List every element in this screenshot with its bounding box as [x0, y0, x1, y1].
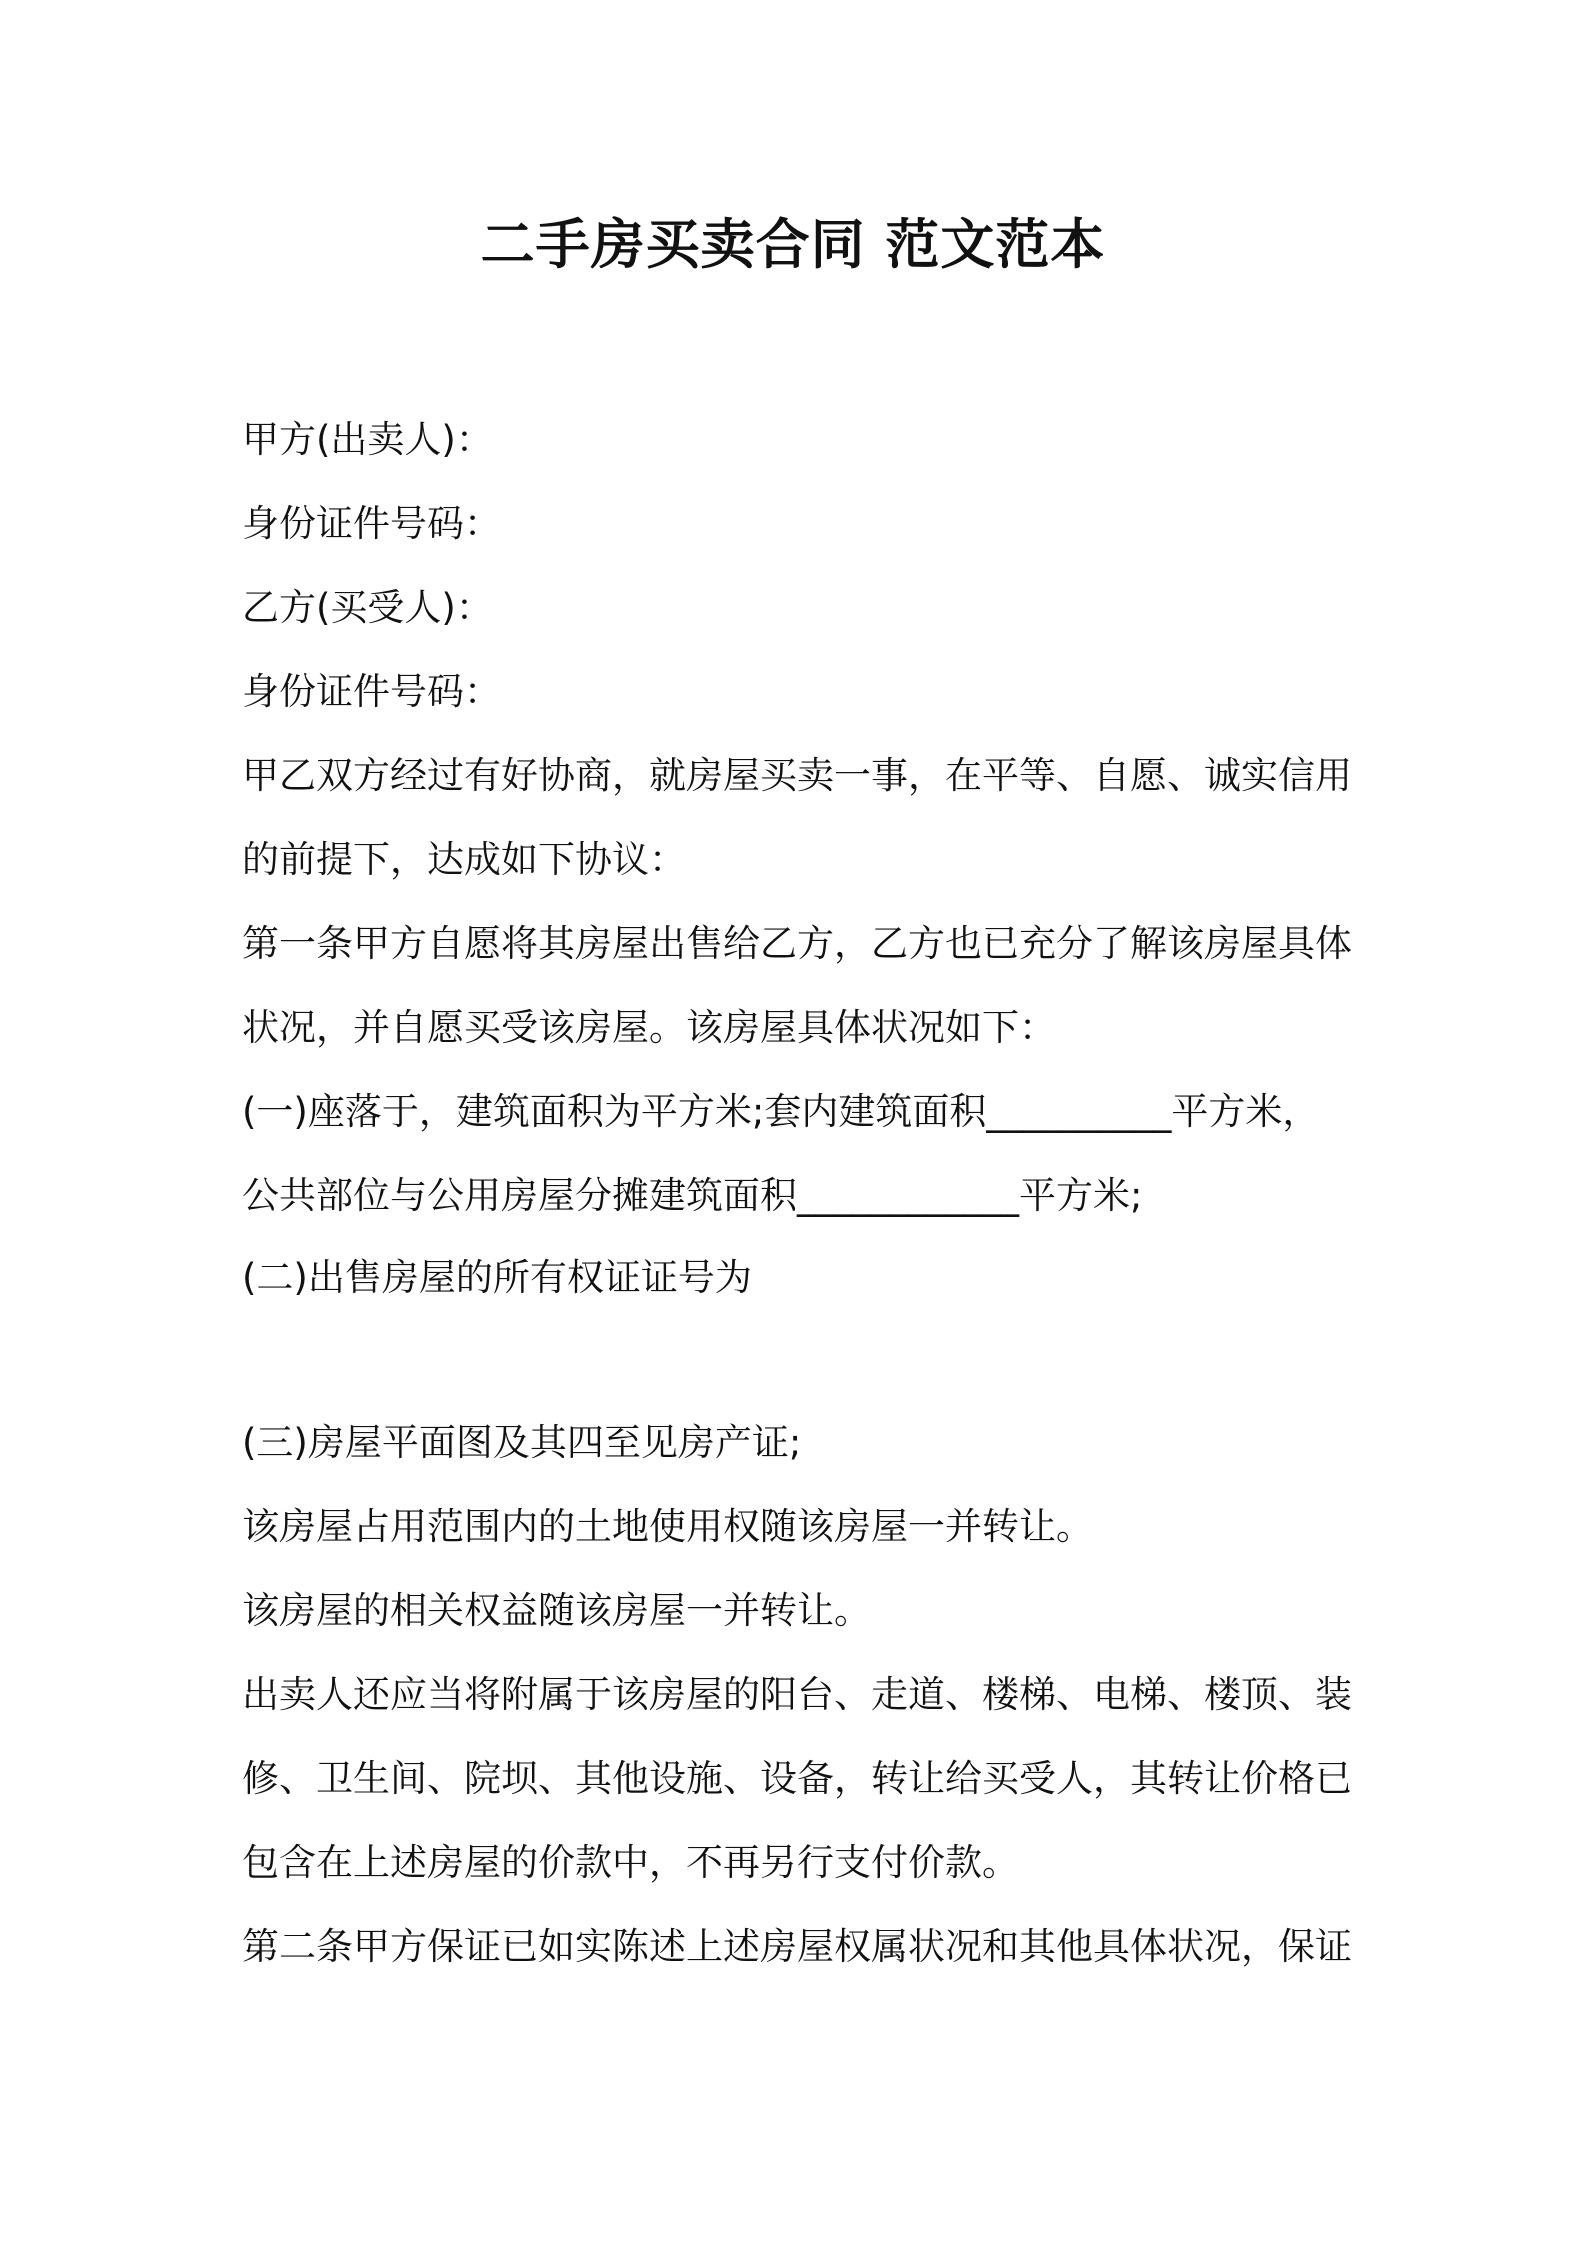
article-2-line-1: 第二条甲方保证已如实陈述上述房屋权属状况和其他具体状况，保证 [242, 1925, 1352, 1968]
seller-label: 甲方(出卖人)： [242, 418, 493, 461]
attachments-line-3: 包含在上述房屋的价款中，不再另行支付价款。 [242, 1841, 1019, 1884]
attachments-line-1: 出卖人还应当将附属于该房屋的阳台、走道、楼梯、电梯、楼顶、装 [242, 1673, 1352, 1716]
buyer-label: 乙方(买受人)： [242, 586, 493, 629]
seller-id-label: 身份证件号码： [242, 502, 501, 545]
article-1-line-2: 状况，并自愿买受该房屋。该房屋具体状况如下： [242, 1006, 1056, 1049]
item-2-line: (二)出售房屋的所有权证证号为 [242, 1256, 752, 1299]
document-title: 二手房买卖合同 范文范本 [480, 213, 1106, 276]
preamble-line-1: 甲乙双方经过有好协商，就房屋买卖一事，在平等、自愿、诚实信用 [242, 754, 1352, 797]
attachments-line-2: 修、卫生间、院坝、其他设施、设备，转让给买受人，其转让价格已 [242, 1757, 1352, 1800]
item-3-line: (三)房屋平面图及其四至见房产证; [242, 1421, 802, 1464]
item-1-line-1: (一)座落于，建筑面积为平方米;套内建筑面积__________平方米， [242, 1090, 1320, 1133]
article-1-line-1: 第一条甲方自愿将其房屋出售给乙方，乙方也已充分了解该房屋具体 [242, 922, 1352, 965]
item-1-line-2: 公共部位与公用房屋分摊建筑面积____________平方米; [242, 1174, 1143, 1217]
buyer-id-label: 身份证件号码： [242, 670, 501, 713]
preamble-line-2: 的前提下，达成如下协议： [242, 838, 686, 881]
land-use-line: 该房屋占用范围内的土地使用权随该房屋一并转让。 [242, 1505, 1093, 1548]
rights-line: 该房屋的相关权益随该房屋一并转让。 [242, 1589, 871, 1632]
